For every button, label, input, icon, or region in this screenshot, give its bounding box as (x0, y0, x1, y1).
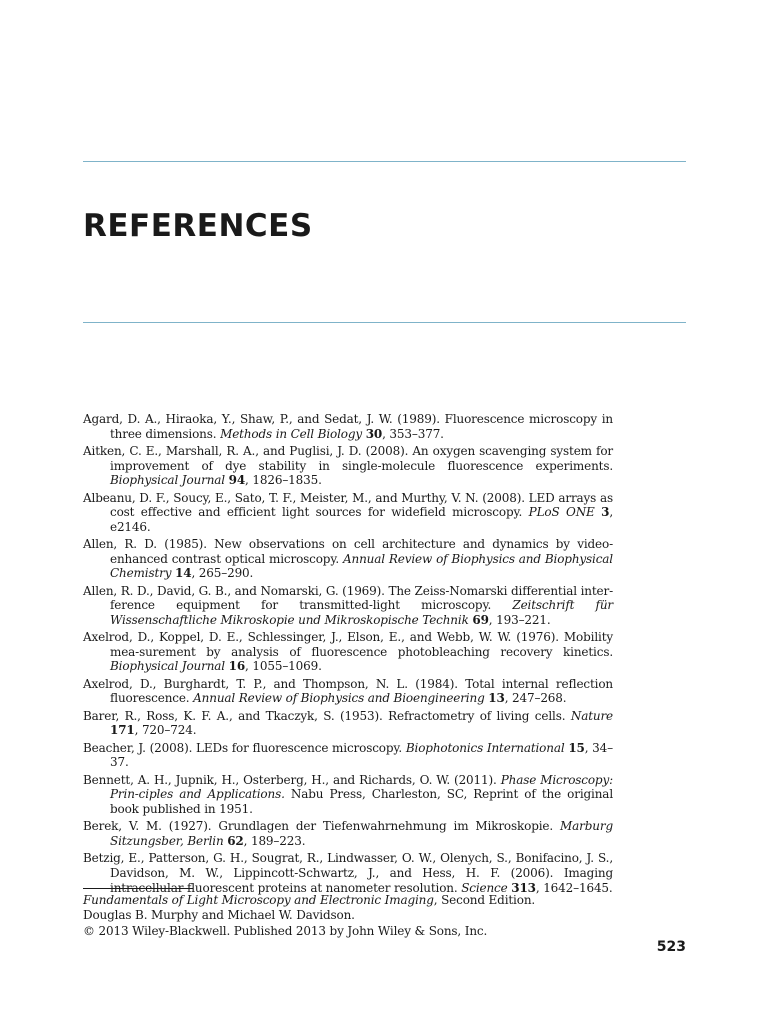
copyright-notice: © 2013 Wiley-Blackwell. Published 2013 by John Wiley & Sons, Inc. (83, 923, 488, 938)
reference-authors-title: Agard, D. A., Hiraoka, Y., Shaw, P., and Sedat, J. W. (1989). Fluorescence microscopy in three dimensions. (83, 412, 613, 441)
reference-authors-title: Bennett, A. H., Jupnik, H., Osterberg, H., and Richards, O. W. (2011). (83, 772, 501, 787)
reference-pages: , e2146. (110, 505, 613, 534)
book-title: Fundamentals of Light Microscopy and Electronic Imaging (83, 893, 434, 907)
reference-journal: PLoS ONE (528, 505, 595, 520)
reference-entry (83, 677, 613, 706)
reference-journal: Biophysical Journal (110, 473, 225, 488)
footnote-divider (83, 888, 193, 889)
reference-entry (83, 741, 613, 770)
reference-authors-title: Allen, R. D., David, G. B., and Nomarski, G. (1969). The Zeiss-Nomarski differential inter-ference equipment for transmitted-light microscopy. (83, 583, 613, 613)
reference-journal: Annual Review of Biophysics and Bioengineering (193, 691, 485, 706)
reference-journal: Nature (570, 708, 613, 723)
reference-authors-title: Allen, R. D. (1985). New observations on cell architecture and dynamics by video-enhanced contrast optical microscopy. (83, 537, 613, 566)
reference-entry (83, 584, 613, 628)
page-title: REFERENCES (83, 208, 313, 244)
reference-authors-title: Betzig, E., Patterson, G. H., Sougrat, R., Lindwasser, O. W., Olenych, S., Bonifacino, J. S., Davidson, M. W., Lippincott-Schwartz, J., and Hess, H. F. (2006). Imaging intracellular fluorescent proteins at nanometer resolution. (83, 851, 613, 895)
reference-entry (83, 709, 613, 738)
footnote (83, 893, 535, 939)
reference-volume: 313 (511, 880, 536, 895)
reference-entry (83, 491, 613, 535)
reference-journal: Biophotonics International (405, 740, 565, 755)
reference-entry (83, 630, 613, 674)
reference-pages: , 193–221. (488, 612, 551, 627)
reference-pages: Nabu Press, Charleston, SC, Reprint of the original book published in 1951. (110, 787, 614, 817)
top-divider (83, 161, 686, 162)
reference-volume: 62 (227, 834, 244, 848)
reference-volume: 13 (488, 691, 505, 706)
reference-entry (83, 773, 613, 817)
reference-journal: Marburg Sitzungsber, Berlin (110, 819, 613, 848)
reference-volume: 16 (228, 659, 246, 674)
reference-pages: , 1642–1645. (535, 880, 613, 895)
reference-pages: , 1826–1835. (245, 473, 322, 488)
reference-authors-title: Barer, R., Ross, K. F. A., and Tkaczyk, S. (1953). Refractometry of living cells. (83, 708, 571, 723)
reference-authors-title: Beacher, J. (2008). LEDs for fluorescence microscopy. (83, 740, 406, 755)
bottom-divider (83, 322, 686, 323)
reference-volume: 69 (472, 612, 489, 627)
reference-pages: , 34–37. (110, 740, 613, 770)
reference-volume: 3 (601, 505, 610, 520)
reference-journal: Science (461, 880, 508, 895)
reference-volume: 15 (568, 740, 585, 755)
reference-authors-title: Albeanu, D. F., Soucy, E., Sato, T. F., Meister, M., and Murthy, V. N. (2008). LED arrays as cost effective and efficient light sources for widefield microscopy. (83, 490, 613, 520)
reference-entry (83, 819, 613, 848)
reference-authors-title: Axelrod, D., Burghardt, T. P., and Thompson, N. L. (1984). Total internal reflection fluorescence. (83, 676, 613, 706)
reference-list (83, 412, 613, 898)
reference-entry (83, 444, 613, 488)
reference-authors-title: Berek, V. M. (1927). Grundlagen der Tiefenwahrnehmung im Mikroskopie. (83, 819, 561, 834)
reference-journal: Zeitschrift für Wissenschaftliche Mikroskopie und Mikroskopische Technik (110, 598, 613, 627)
reference-pages: , 720–724. (134, 723, 197, 738)
reference-pages: , 265–290. (191, 566, 254, 581)
reference-volume: 94 (228, 473, 246, 488)
book-edition: , Second Edition. (433, 893, 536, 907)
reference-authors-title: Axelrod, D., Koppel, D. E., Schlessinger, J., Elson, E., and Webb, W. W. (1976). Mobility mea-surement by analysis of fluorescence photobleaching recovery kinetics. (83, 630, 613, 659)
reference-journal: Biophysical Journal (110, 659, 225, 674)
book-authors: Douglas B. Murphy and Michael W. Davidson. (83, 908, 355, 923)
reference-volume: 30 (365, 426, 383, 441)
reference-pages: , 353–377. (382, 426, 444, 441)
reference-pages: , 189–223. (243, 834, 306, 848)
page-number: 523 (656, 939, 686, 955)
reference-entry (83, 412, 613, 441)
reference-volume: 171 (110, 723, 135, 738)
reference-entry (83, 537, 613, 581)
reference-pages: , 1055–1069. (245, 659, 322, 674)
reference-journal: Annual Review of Biophysics and Biophysical Chemistry (110, 551, 613, 581)
reference-journal: Phase Microscopy: Prin-ciples and Applications. (110, 772, 613, 802)
reference-pages: , 247–268. (504, 691, 567, 706)
reference-volume: 14 (175, 566, 192, 581)
reference-authors-title: Aitken, C. E., Marshall, R. A., and Puglisi, J. D. (2008). An oxygen scavenging system for improvement of dye stability in single-molecule fluorescence experiments. (83, 443, 613, 473)
reference-journal: Methods in Cell Biology (220, 426, 363, 441)
